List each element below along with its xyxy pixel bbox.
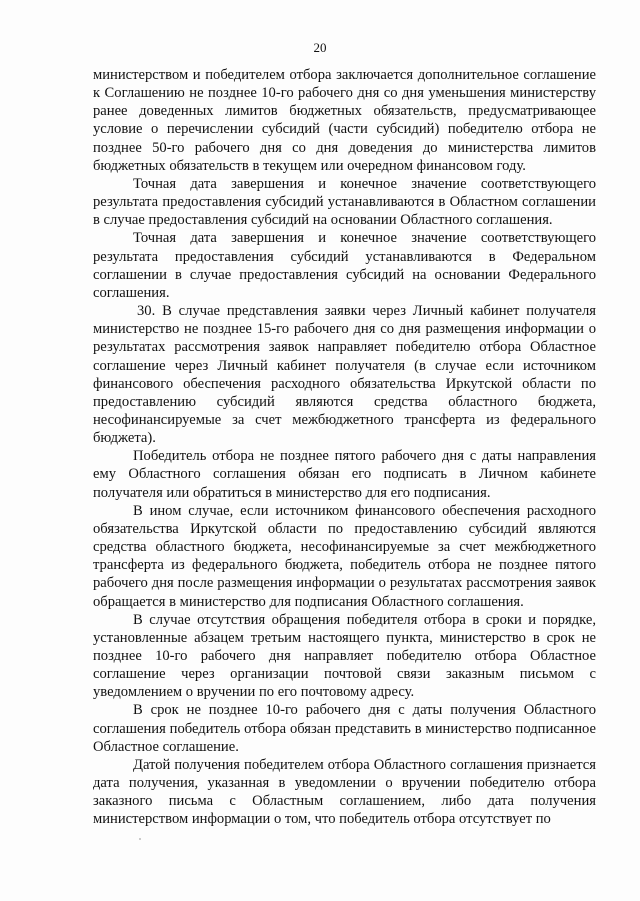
paragraph-signing-deadline: Победитель отбора не позднее пятого рабочего дня с даты направления ему Областного соглашения обязан его подписать в Личном кабинете получателя или обратиться в министерство для его подписания.: [93, 448, 596, 501]
paragraph-no-appeal: В случае отсутствия обращения победителя отбора в сроки и порядке, установленные абзацем третьим настоящего пункта, министерство в срок не позднее 10-го рабочего дня направляет победителю отбора Областное соглашение через организации почтовой связи заказным письмом с уведомлением о вручении по его почтовому адресу.: [93, 611, 596, 701]
scan-speck: [139, 838, 141, 840]
document-body: [93, 66, 596, 829]
paragraph-regional-agreement-date: Точная дата завершения и конечное значение соответствующего результата предоставления субсидий устанавливаются в Областном соглашении в случае предоставления субсидий на основании Областного соглашения.: [93, 175, 596, 229]
paragraph-receipt-date: Датой получения победителем отбора Областного соглашения признается дата получения, указанная в уведомлении о вручении победителю отбора заказного письма с Областным соглашением, либо дата получения министерством информации о том, что победитель отбора отсутствует по: [93, 756, 596, 828]
paragraph-clause-30: 30. В случае представления заявки через Личный кабинет получателя министерство не позднее 15-го рабочего дня со дня размещения информации о результатах рассмотрения заявок направляет победителю отбора Областное соглашение через Личный кабинет получателя (в случае если источником финансового обеспечения расходного обязательства Иркутской области по предоставлению субсидий являются средства областного бюджета, несофинансируемые за счет межбюджетного трансферта из федерального бюджета).: [93, 303, 596, 447]
paragraph-continuation: министерством и победителем отбора заключается дополнительное соглашение к Соглашению не позднее 10-го рабочего дня со дня уменьшения министерству ранее доведенных лимитов бюджетных обязательств, предусматривающее условие о перечислении субсидий (части субсидий) победителю отбора не позднее 50-го рабочего дня со дня доведения до министерства лимитов бюджетных обязательств в текущем или очередном финансовом году.: [93, 67, 596, 174]
page-number: 20: [313, 40, 327, 55]
paragraph-other-case: В ином случае, если источником финансового обеспечения расходного обязательства Иркутской области по предоставлению субсидий являются средства областного бюджета, несофинансируемые за счет межбюджетного трансферта из федерального бюджета, победитель отбора не позднее пятого рабочего дня после размещения информации о результатах рассмотрения заявок обращается в министерство для подписания Областного соглашения.: [93, 502, 596, 610]
paragraph-submit-signed: В срок не позднее 10-го рабочего дня с даты получения Областного соглашения победитель отбора обязан представить в министерство подписанное Областное соглашение.: [93, 702, 596, 755]
paragraph-federal-agreement-date: Точная дата завершения и конечное значение соответствующего результата предоставления субсидий устанавливаются в Федеральном соглашении в случае предоставления субсидий на основании Федерального соглашения.: [93, 230, 596, 301]
